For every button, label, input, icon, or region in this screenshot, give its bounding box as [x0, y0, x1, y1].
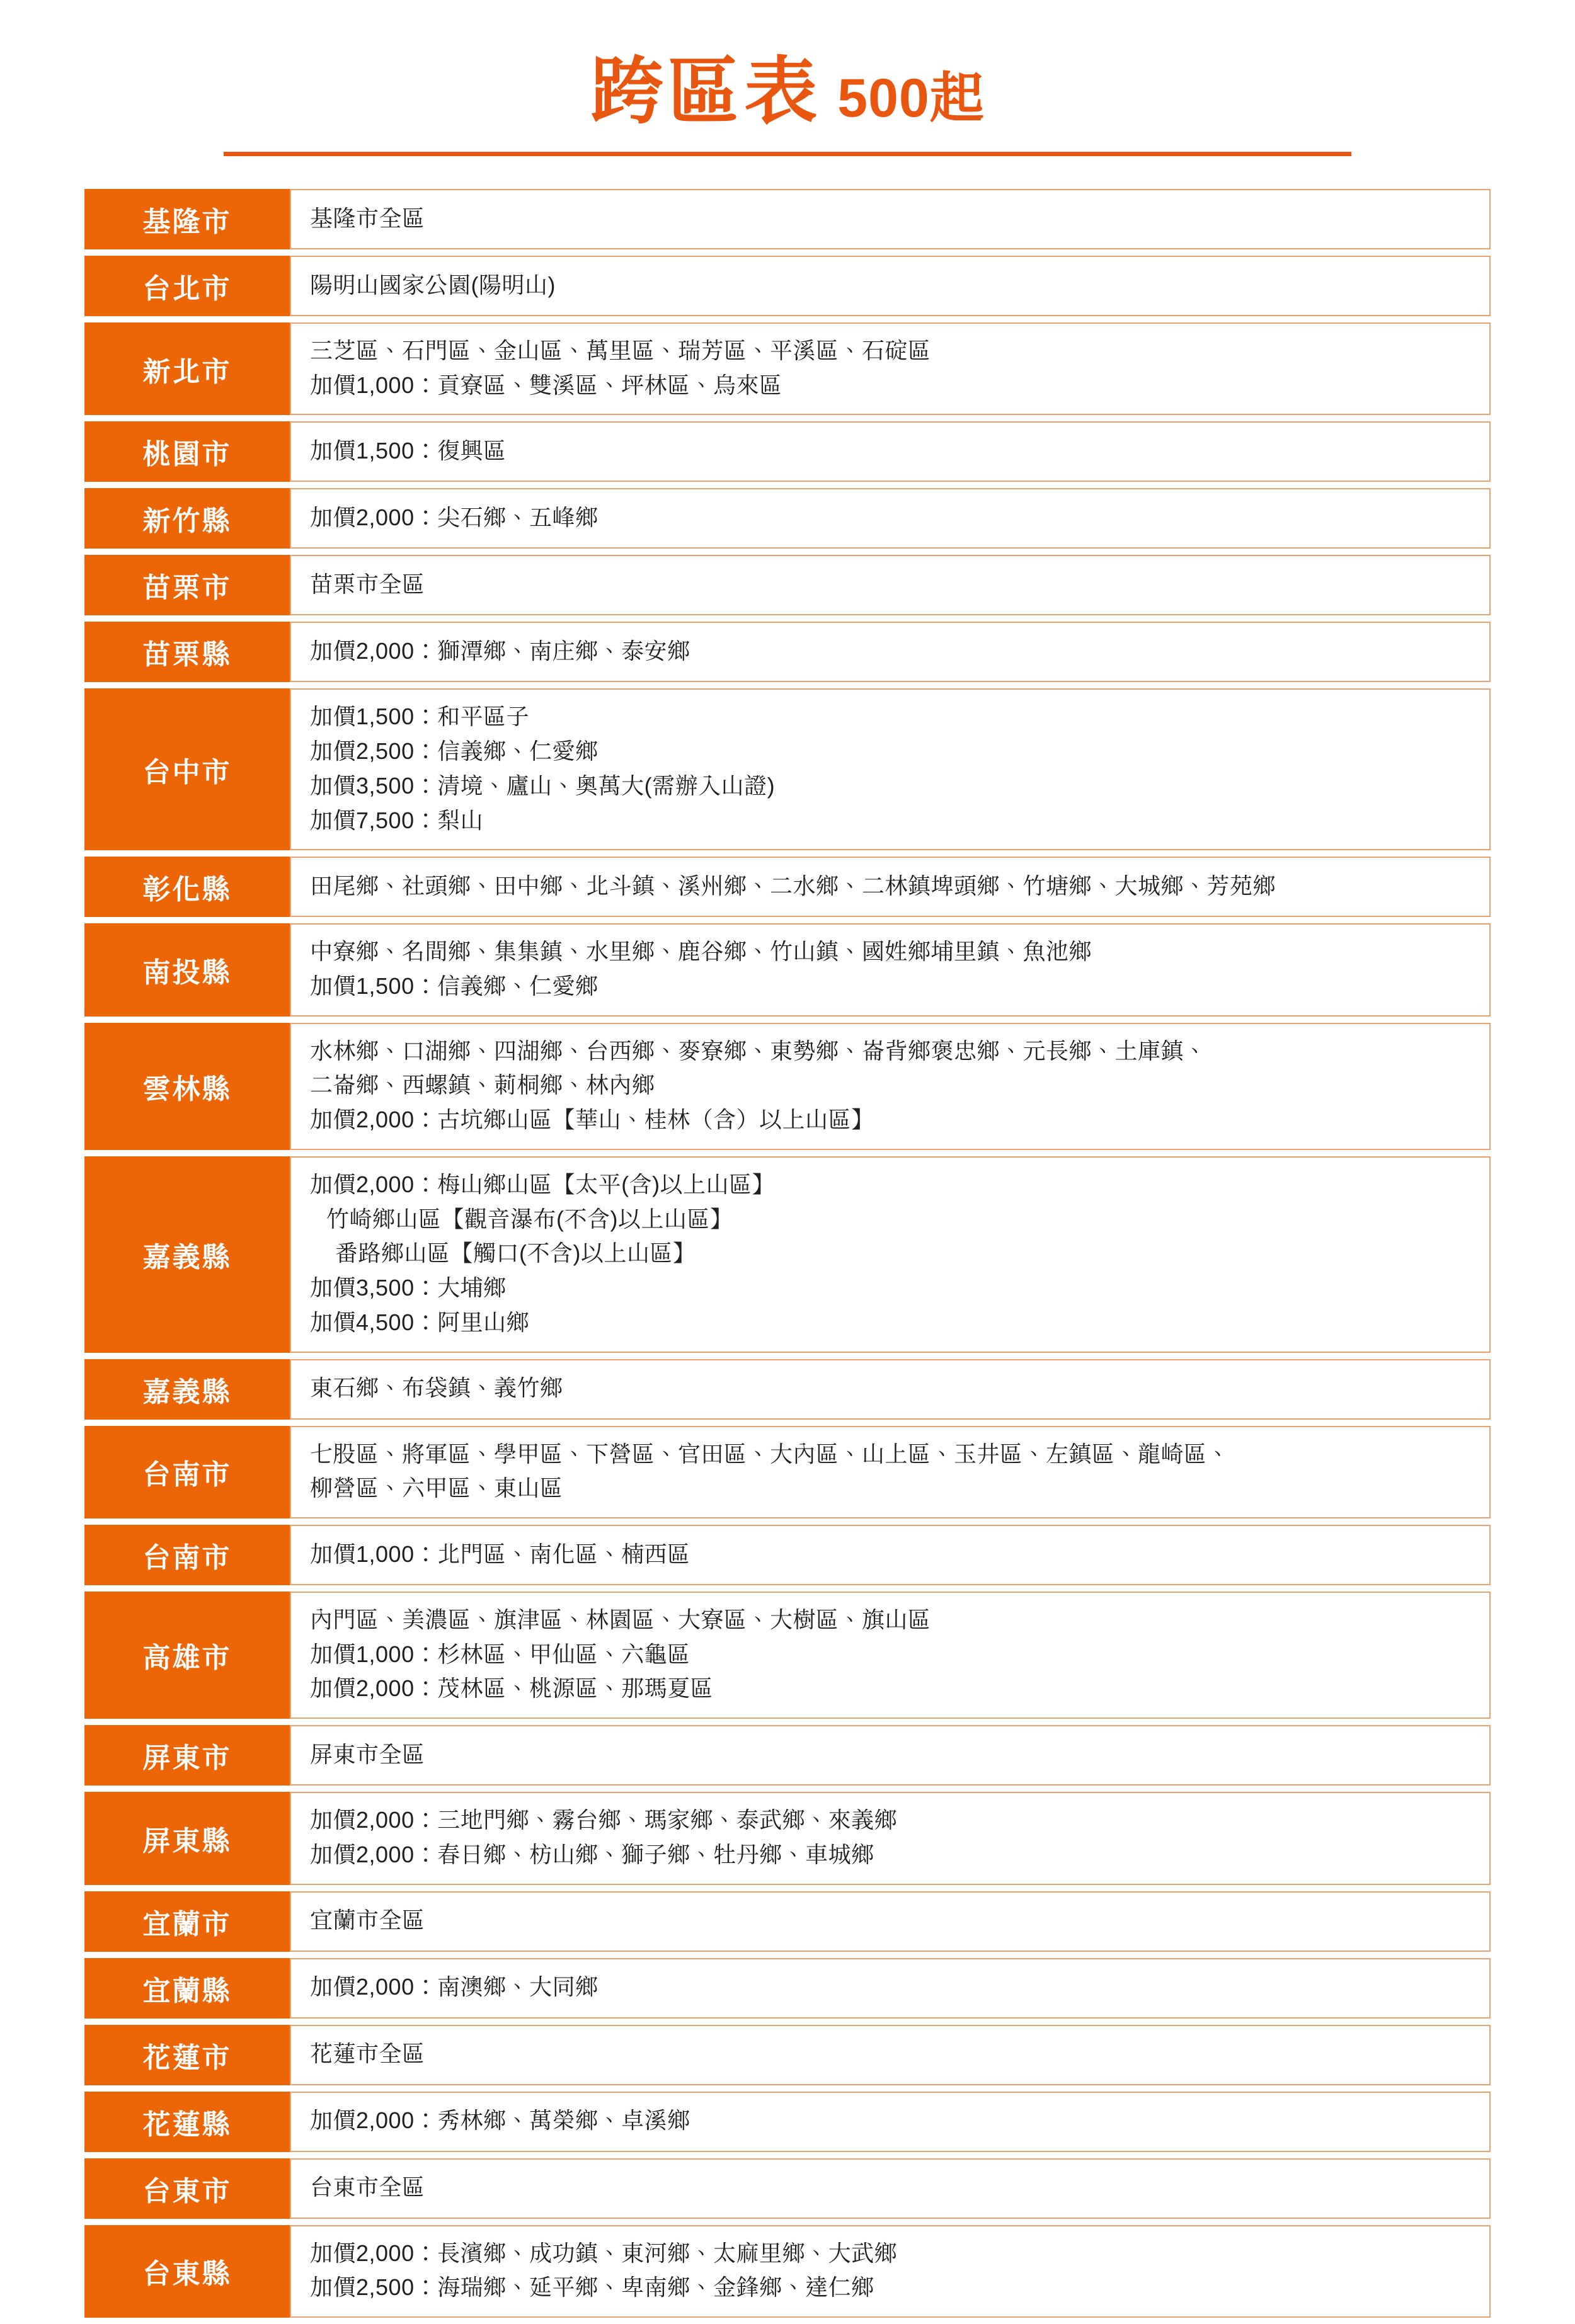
table-row: [84, 322, 1491, 415]
table-row: [84, 622, 1491, 682]
detail-line: 柳營區、六甲區、東山區: [310, 1475, 563, 1501]
region-detail: [290, 2225, 1491, 2318]
region-detail: [290, 1792, 1491, 1884]
detail-line: 加價1,000：貢寮區、雙溪區、坪林區、烏來區: [310, 372, 782, 398]
page-title: [590, 33, 985, 138]
region-detail: [290, 256, 1491, 316]
region-detail: [290, 189, 1491, 249]
region-label: 花蓮市: [84, 2025, 290, 2085]
table-row: [84, 2092, 1491, 2152]
region-detail: [290, 857, 1491, 917]
region-label: 台南市: [84, 1525, 290, 1585]
detail-line: 加價2,000：獅潭鄉、南庄鄉、泰安鄉: [310, 638, 690, 664]
region-detail: [290, 488, 1491, 549]
table-row: [84, 923, 1491, 1016]
table-row: [84, 1725, 1491, 1786]
region-detail: [290, 1156, 1491, 1353]
table-row: [84, 1359, 1491, 1420]
table-row: [84, 488, 1491, 549]
region-detail: [290, 2158, 1491, 2219]
region-detail: [290, 2025, 1491, 2085]
zone-table: [84, 183, 1491, 2324]
region-label: 苗栗市: [84, 555, 290, 615]
region-label: 桃園市: [84, 421, 290, 482]
region-detail: [290, 2092, 1491, 2152]
region-label: 嘉義縣: [84, 1156, 290, 1353]
region-label: 宜蘭縣: [84, 1958, 290, 2019]
region-label: 宜蘭市: [84, 1891, 290, 1952]
detail-line: 屏東市全區: [310, 1741, 425, 1767]
detail-line: 竹崎鄉山區【觀音瀑布(不含)以上山區】: [326, 1205, 733, 1232]
table-row: [84, 1958, 1491, 2019]
region-label: 新北市: [84, 322, 290, 415]
detail-line: 台東市全區: [310, 2174, 425, 2201]
detail-line: 苗栗市全區: [310, 571, 425, 598]
detail-line: 陽明山國家公園(陽明山): [310, 271, 556, 298]
region-label: 台東市: [84, 2158, 290, 2219]
detail-line: 三芝區、石門區、金山區、萬里區、瑞芳區、平溪區、石碇區: [310, 338, 931, 363]
detail-line: 東石鄉、布袋鎮、義竹鄉: [310, 1375, 563, 1401]
region-detail: [290, 1725, 1491, 1786]
table-row: [84, 2025, 1491, 2085]
detail-line: 加價1,000：北門區、南化區、楠西區: [310, 1541, 690, 1567]
detail-line: 加價2,000：梅山鄉山區【太平(含)以上山區】: [310, 1171, 776, 1197]
table-row: [84, 1156, 1491, 1353]
detail-line: 宜蘭市全區: [310, 1907, 425, 1934]
table-row: [84, 688, 1491, 850]
region-label: 台南市: [84, 1426, 290, 1518]
title-divider: [224, 152, 1351, 156]
detail-line: 加價2,000：古坑鄉山區【華山、桂林（含）以上山區】: [310, 1107, 874, 1133]
region-label: 雲林縣: [84, 1023, 290, 1150]
detail-line: 中寮鄉、名間鄉、集集鎮、水里鄉、鹿谷鄉、竹山鎮、國姓鄉埔里鎮、魚池鄉: [310, 938, 1092, 965]
page-title-main: 跨區表: [590, 50, 822, 132]
region-detail: [290, 555, 1491, 615]
region-detail: [290, 1426, 1491, 1518]
region-label: 新竹縣: [84, 488, 290, 549]
page-header: [0, 0, 1575, 156]
detail-line: 加價1,500：和平區子: [310, 703, 530, 730]
table-row: [84, 1426, 1491, 1518]
table-row: [84, 857, 1491, 917]
table-row: [84, 1891, 1491, 1952]
detail-line: 加價2,000：長濱鄉、成功鎮、東河鄉、太麻里鄉、大武鄉: [310, 2240, 898, 2266]
region-label: 台北市: [84, 256, 290, 316]
detail-line: 加價2,000：三地門鄉、霧台鄉、瑪家鄉、泰武鄉、來義鄉: [310, 1807, 898, 1833]
detail-line: 內門區、美濃區、旗津區、林園區、大寮區、大樹區、旗山區: [310, 1606, 931, 1632]
detail-line: 加價2,500：信義鄉、仁愛鄉: [310, 738, 598, 765]
page-title-sub: 500起: [837, 68, 985, 128]
table-row: [84, 1023, 1491, 1150]
region-detail: [290, 1891, 1491, 1952]
table-row: [84, 1792, 1491, 1884]
detail-line: 加價4,500：阿里山鄉: [310, 1309, 530, 1335]
detail-line: 二崙鄉、西螺鎮、莿桐鄉、林內鄉: [310, 1072, 655, 1098]
detail-line: 加價2,500：海瑞鄉、延平鄉、卑南鄉、金鋒鄉、達仁鄉: [310, 2274, 874, 2301]
region-label: 花蓮縣: [84, 2092, 290, 2152]
detail-line: 田尾鄉、社頭鄉、田中鄉、北斗鎮、溪州鄉、二水鄉、二林鎮埤頭鄉、竹塘鄉、大城鄉、芳苑鄉: [310, 872, 1276, 899]
region-label: 基隆市: [84, 189, 290, 249]
detail-line: 加價2,000：尖石鄉、五峰鄉: [310, 504, 598, 531]
region-label: 屏東縣: [84, 1792, 290, 1884]
detail-line: 加價2,000：茂林區、桃源區、那瑪夏區: [310, 1675, 714, 1702]
table-row: [84, 256, 1491, 316]
region-label: 高雄市: [84, 1592, 290, 1719]
zone-table-container: [84, 183, 1491, 2324]
detail-line: 水林鄉、口湖鄉、四湖鄉、台西鄉、麥寮鄉、東勢鄉、崙背鄉褒忠鄉、元長鄉、土庫鎮、: [310, 1037, 1207, 1064]
table-row: [84, 2225, 1491, 2318]
detail-line: 加價2,000：春日鄉、枋山鄉、獅子鄉、牡丹鄉、車城鄉: [310, 1841, 874, 1867]
region-label: 台中市: [84, 688, 290, 850]
region-label: 彰化縣: [84, 857, 290, 917]
table-row: [84, 1525, 1491, 1585]
detail-line: 加價1,500：信義鄉、仁愛鄉: [310, 973, 598, 1000]
region-label: 台東縣: [84, 2225, 290, 2318]
detail-line: 加價7,500：梨山: [310, 807, 484, 833]
region-detail: [290, 1023, 1491, 1150]
detail-line: 番路鄉山區【觸口(不含)以上山區】: [335, 1240, 696, 1267]
detail-line: 七股區、將軍區、學甲區、下營區、官田區、大內區、山上區、玉井區、左鎮區、龍崎區、: [310, 1440, 1230, 1467]
detail-line: 花蓮市全區: [310, 2041, 425, 2067]
region-label: 嘉義縣: [84, 1359, 290, 1420]
table-row: [84, 421, 1491, 482]
detail-line: 加價3,500：大埔鄉: [310, 1275, 507, 1301]
table-row: [84, 555, 1491, 615]
region-label: 苗栗縣: [84, 622, 290, 682]
table-row: [84, 2158, 1491, 2219]
zone-table-body: [84, 189, 1491, 2318]
table-row: [84, 1592, 1491, 1719]
detail-line: 加價2,000：秀林鄉、萬榮鄉、卓溪鄉: [310, 2107, 690, 2134]
region-detail: [290, 688, 1491, 850]
region-detail: [290, 1525, 1491, 1585]
table-row: [84, 189, 1491, 249]
region-detail: [290, 322, 1491, 415]
region-label: 屏東市: [84, 1725, 290, 1786]
region-detail: [290, 1958, 1491, 2019]
region-detail: [290, 923, 1491, 1016]
region-detail: [290, 1592, 1491, 1719]
detail-line: 加價3,500：清境、廬山、奧萬大(需辦入山證): [310, 772, 776, 799]
detail-line: 加價1,000：杉林區、甲仙區、六龜區: [310, 1641, 690, 1667]
detail-line: 基隆市全區: [310, 205, 425, 231]
region-detail: [290, 1359, 1491, 1420]
region-label: 南投縣: [84, 923, 290, 1016]
detail-line: 加價1,500：復興區: [310, 438, 507, 464]
region-detail: [290, 421, 1491, 482]
detail-line: 加價2,000：南澳鄉、大同鄉: [310, 1974, 598, 2000]
region-detail: [290, 622, 1491, 682]
